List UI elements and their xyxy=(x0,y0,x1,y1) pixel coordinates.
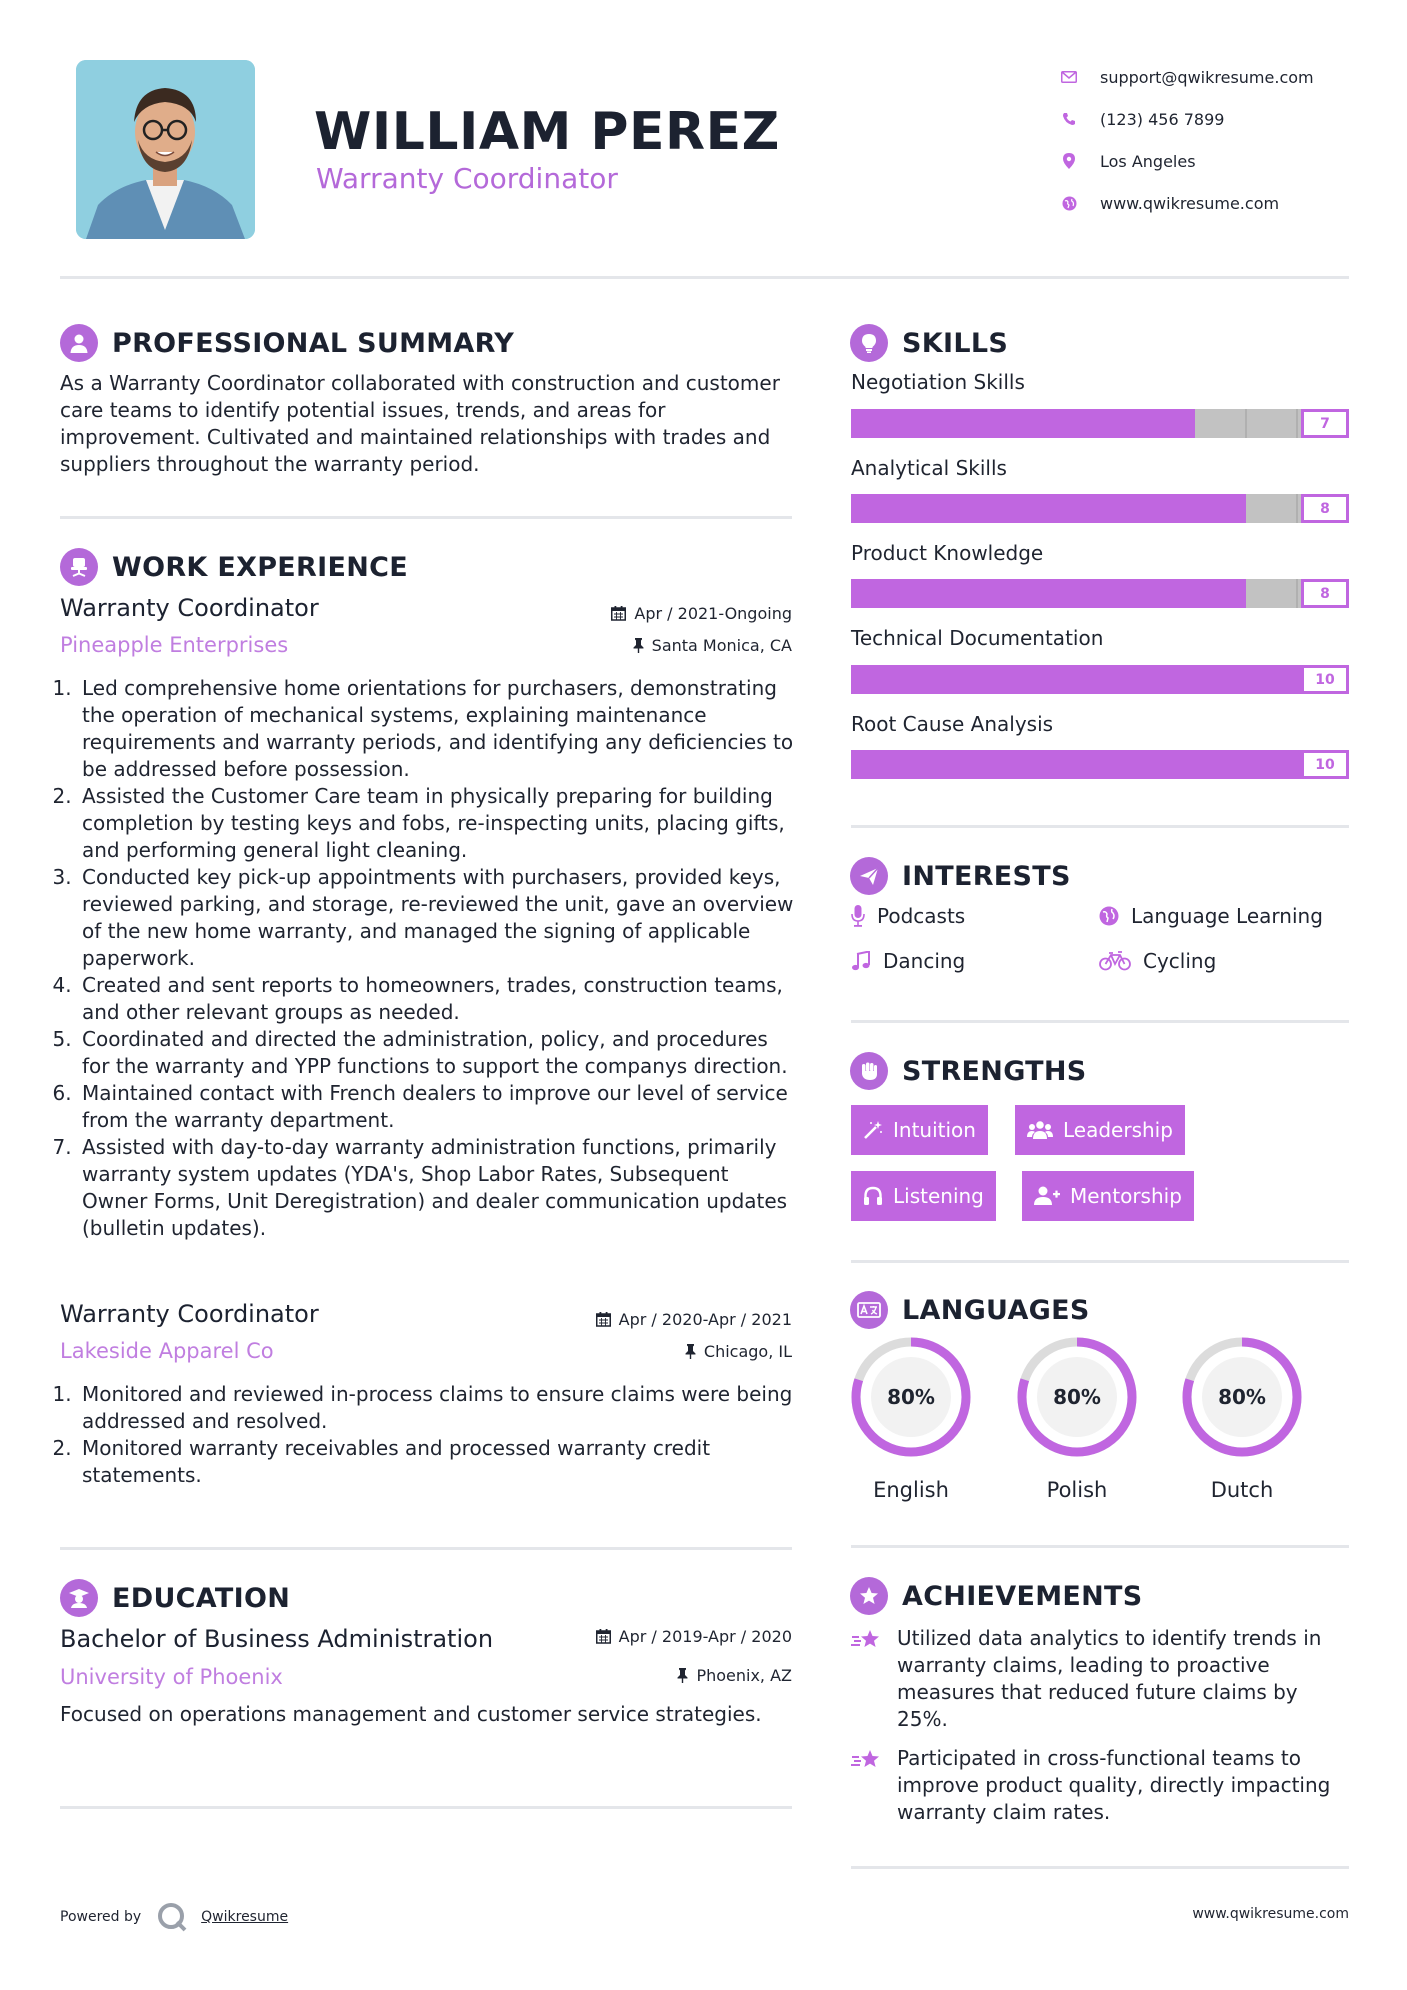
skill-bar-segment xyxy=(1097,409,1146,438)
interest-dancing xyxy=(851,949,965,973)
job-2-title: Warranty Coordinator xyxy=(60,1300,319,1328)
education-location xyxy=(480,1666,792,1685)
language-ring xyxy=(850,1336,972,1458)
education-date-text: Apr / 2019-Apr / 2020 xyxy=(618,1627,792,1646)
skill-bar-segment xyxy=(1049,579,1098,608)
skill-bar-segment xyxy=(1050,665,1100,694)
language-english xyxy=(849,1336,973,1502)
job-1-location-text: Santa Monica, CA xyxy=(651,636,792,655)
strength-label: Intuition xyxy=(893,1118,976,1142)
language-ring xyxy=(1016,1336,1138,1458)
fist-icon xyxy=(850,1052,888,1090)
interest-cycling xyxy=(1099,949,1216,973)
duty-item: 5. Coordinated and directed the administration, policy, and procedures for the warranty and YPP functions to support the companys direction. xyxy=(78,1026,800,1080)
contact-list xyxy=(1050,56,1380,224)
website-text: www.qwikresume.com xyxy=(1100,193,1280,213)
contact-phone[interactable] xyxy=(1050,98,1380,140)
language-icon xyxy=(850,1291,888,1329)
strength-label: Listening xyxy=(893,1184,984,1208)
interest-label: Cycling xyxy=(1143,949,1217,973)
language-polish xyxy=(1015,1336,1139,1502)
paper-plane-icon xyxy=(850,857,888,895)
phone-text: (123) 456 7899 xyxy=(1100,109,1225,129)
skill-bar-segment xyxy=(1197,494,1246,523)
graduate-icon xyxy=(60,1579,98,1617)
skill-bar-segment xyxy=(1100,750,1150,779)
skill-bar-segment xyxy=(999,494,1048,523)
skill-bar-segment xyxy=(1146,409,1195,438)
skill-bar-segment xyxy=(1050,750,1100,779)
duty-item: 1. Monitored and reviewed in-process claims to ensure claims were being addressed and resolved. xyxy=(78,1381,800,1435)
candidate-name: WILLIAM PEREZ xyxy=(314,102,780,162)
language-name: Dutch xyxy=(1210,1478,1274,1502)
skill-bar-segment xyxy=(900,494,949,523)
duty-item: 2. Monitored warranty receivables and processed warranty credit statements. xyxy=(78,1435,800,1489)
interest-label: Podcasts xyxy=(877,904,966,928)
candidate-title: Warranty Coordinator xyxy=(316,162,618,195)
skill-bar-segment xyxy=(900,409,949,438)
skill-bar-segment xyxy=(999,579,1048,608)
strength-label: Leadership xyxy=(1063,1118,1173,1142)
shooting-star-icon xyxy=(851,1627,883,1653)
education-title: EDUCATION xyxy=(112,1582,291,1614)
job-1-date-text: Apr / 2021-Ongoing xyxy=(634,604,792,623)
skill-bar-segment xyxy=(950,579,999,608)
calendar-icon xyxy=(596,1629,611,1644)
skill-bar-segment xyxy=(1000,665,1050,694)
duty-item: 2. Assisted the Customer Care team in physically preparing for building completion by testing keys and fobs, re-inspecting units, placing gifts, and performing general light cleaning. xyxy=(78,783,800,864)
skill-bar-segment xyxy=(851,665,901,694)
calendar-icon xyxy=(596,1312,611,1327)
language-percent: 80% xyxy=(1053,1385,1101,1409)
achievements-divider xyxy=(851,1866,1349,1869)
strengths-heading xyxy=(850,1052,1087,1090)
school-name: University of Phoenix xyxy=(60,1665,283,1689)
headphones-icon xyxy=(863,1186,883,1206)
job-1-duties xyxy=(60,675,800,1242)
interests-divider xyxy=(851,1020,1349,1023)
achievement-text: Utilized data analytics to identify trends in warranty claims, leading to proactive measures that reduced future claims by 25%. xyxy=(897,1626,1322,1731)
calendar-icon xyxy=(611,606,626,621)
summary-heading xyxy=(60,324,514,362)
skill-bar-segment xyxy=(1150,665,1200,694)
languages-divider xyxy=(851,1545,1349,1548)
location-text: Los Angeles xyxy=(1100,151,1196,171)
skill-bar-segment xyxy=(1049,494,1098,523)
skill-bar-segment xyxy=(999,409,1048,438)
skill-bar-segment xyxy=(851,494,900,523)
job-1-location xyxy=(480,636,792,655)
strength-mentorship xyxy=(1022,1171,1194,1221)
skill-bar-segment xyxy=(1197,579,1246,608)
interests-title: INTERESTS xyxy=(902,860,1071,892)
location-pin-icon xyxy=(1050,153,1088,169)
language-percent: 80% xyxy=(887,1385,935,1409)
interest-podcasts xyxy=(851,904,965,928)
mail-icon xyxy=(1050,71,1088,83)
language-name: Polish xyxy=(1046,1478,1108,1502)
skill-bar-segment xyxy=(1147,579,1196,608)
pushpin-icon xyxy=(633,638,644,653)
summary-text: As a Warranty Coordinator collaborated with construction and customer care teams to identify potential issues, trends, and areas for improvement. Cultivated and maintained relationships with trades and suppliers throughout the warranty period. xyxy=(60,371,780,476)
powered-by-text: Powered by xyxy=(60,1909,142,1925)
skill-5-score: 10 xyxy=(1301,750,1349,779)
education-location-text: Phoenix, AZ xyxy=(696,1666,792,1685)
user-icon xyxy=(60,324,98,362)
contact-email[interactable] xyxy=(1050,56,1380,98)
globe-icon xyxy=(1099,906,1119,926)
music-note-icon xyxy=(851,951,871,971)
achievement-text: Participated in cross-functional teams to improve product quality, directly impacting warranty claim rates. xyxy=(897,1746,1331,1824)
footer-powered-by xyxy=(60,1900,288,1934)
skill-bar-segment xyxy=(1200,750,1250,779)
pushpin-icon xyxy=(685,1344,696,1359)
profile-photo xyxy=(76,60,255,239)
skill-bar-segment xyxy=(1247,409,1298,438)
summary-divider xyxy=(60,516,792,519)
microphone-icon xyxy=(851,905,865,927)
lightbulb-icon xyxy=(850,324,888,362)
interest-language-learning xyxy=(1099,904,1323,928)
skill-bar-segment xyxy=(1246,494,1297,523)
interests-heading xyxy=(850,857,1071,895)
education-description: Focused on operations management and customer service strategies. xyxy=(60,1702,762,1726)
duty-item: 4. Created and sent reports to homeowners, trades, construction teams, and other relevant groups as needed. xyxy=(78,972,800,1026)
globe-icon xyxy=(1050,196,1088,211)
magic-wand-icon xyxy=(863,1120,883,1140)
group-icon xyxy=(1027,1120,1053,1140)
education-divider xyxy=(60,1806,792,1809)
footer-url[interactable]: www.qwikresume.com xyxy=(1192,1906,1349,1922)
office-chair-icon xyxy=(60,548,98,586)
skill-bar-segment xyxy=(951,750,1001,779)
duty-item: 7. Assisted with day-to-day warranty administration functions, primarily warranty system updates (YDA's, Shop Labor Rates, Subsequent Owner Forms, Unit Deregistration) and dealer communication updates (bulletin updates). xyxy=(78,1134,800,1242)
achievement-item xyxy=(851,1745,1349,1826)
interest-label: Language Learning xyxy=(1131,904,1323,928)
skill-bar-segment xyxy=(949,409,998,438)
skill-2-score: 8 xyxy=(1301,494,1349,523)
duty-item: 1. Led comprehensive home orientations for purchasers, demonstrating the operation of mechanical systems, explaining maintenance requirements and warranty periods, and identifying any deficiencies to be addressed before possession. xyxy=(78,675,800,783)
achievements-heading xyxy=(850,1577,1143,1615)
job-2-company: Lakeside Apparel Co xyxy=(60,1339,274,1363)
languages-title: LANGUAGES xyxy=(902,1294,1090,1326)
job-2-location xyxy=(480,1342,792,1361)
language-percent: 80% xyxy=(1218,1385,1266,1409)
qwikresume-logo-icon xyxy=(155,1900,189,1934)
skill-5-bar xyxy=(851,750,1349,779)
education-date xyxy=(480,1627,792,1646)
phone-icon xyxy=(1050,112,1088,126)
job-2-date xyxy=(480,1310,792,1329)
skill-bar-segment xyxy=(1249,665,1299,694)
contact-location xyxy=(1050,140,1380,182)
strength-leadership xyxy=(1015,1105,1185,1155)
skill-3-label: Product Knowledge xyxy=(851,541,1044,565)
experience-title: WORK EXPERIENCE xyxy=(112,551,408,583)
skill-2-bar xyxy=(851,494,1349,523)
skill-bar-segment xyxy=(1200,665,1250,694)
pushpin-icon xyxy=(677,1668,688,1683)
strengths-title: STRENGTHS xyxy=(902,1055,1087,1087)
language-name: English xyxy=(873,1478,949,1502)
skill-bar-segment xyxy=(1147,494,1196,523)
skill-bar-segment xyxy=(851,579,900,608)
job-1-title: Warranty Coordinator xyxy=(60,594,319,622)
skill-1-bar xyxy=(851,409,1349,438)
skill-1-label: Negotiation Skills xyxy=(851,370,1025,394)
experience-heading xyxy=(60,548,408,586)
language-dutch xyxy=(1180,1336,1304,1502)
duty-item: 3. Conducted key pick-up appointments with purchasers, provided keys, reviewed parking, and storage, re-reviewed the unit, gave an overview of the new home warranty, and managed the signing of applicable paperwork. xyxy=(78,864,800,972)
achievement-item xyxy=(851,1625,1349,1733)
job-1-date xyxy=(480,604,792,623)
summary-title: PROFESSIONAL SUMMARY xyxy=(112,327,515,359)
language-ring xyxy=(1181,1336,1303,1458)
skill-bar-segment xyxy=(950,494,999,523)
skill-bar-segment xyxy=(1048,409,1097,438)
skill-4-score: 10 xyxy=(1301,665,1349,694)
skills-heading xyxy=(850,324,1008,362)
skill-1-score: 7 xyxy=(1301,409,1349,438)
skill-bar-segment xyxy=(1100,665,1150,694)
skill-bar-segment xyxy=(851,750,901,779)
skill-5-label: Root Cause Analysis xyxy=(851,712,1054,736)
strength-label: Mentorship xyxy=(1070,1184,1182,1208)
strength-intuition xyxy=(851,1105,988,1155)
skill-bar-segment xyxy=(901,665,951,694)
skill-bar-segment xyxy=(1098,494,1147,523)
user-plus-icon xyxy=(1034,1186,1060,1206)
job-2-duties xyxy=(60,1381,800,1489)
skill-bar-segment xyxy=(951,665,1001,694)
skill-bar-segment xyxy=(1150,750,1200,779)
skill-bar-segment xyxy=(1098,579,1147,608)
skill-bar-segment xyxy=(1195,409,1246,438)
experience-divider xyxy=(60,1547,792,1550)
strength-listening xyxy=(851,1171,996,1221)
shooting-star-icon xyxy=(851,1747,883,1773)
skill-4-bar xyxy=(851,665,1349,694)
contact-website[interactable] xyxy=(1050,182,1380,224)
header-divider xyxy=(60,276,1349,279)
skill-3-score: 8 xyxy=(1301,579,1349,608)
skill-bar-segment xyxy=(1249,750,1299,779)
skills-divider xyxy=(851,825,1349,828)
skills-title: SKILLS xyxy=(902,327,1009,359)
skill-bar-segment xyxy=(851,409,900,438)
job-2-date-text: Apr / 2020-Apr / 2021 xyxy=(618,1310,792,1329)
skill-4-label: Technical Documentation xyxy=(851,626,1104,650)
star-badge-icon xyxy=(850,1577,888,1615)
bicycle-icon xyxy=(1099,951,1131,971)
brand-link[interactable]: Qwikresume xyxy=(201,1909,289,1925)
duty-item: 6. Maintained contact with French dealers to improve our level of service from the warranty department. xyxy=(78,1080,800,1134)
job-2-location-text: Chicago, IL xyxy=(703,1342,792,1361)
education-heading xyxy=(60,1579,290,1617)
interest-label: Dancing xyxy=(883,949,966,973)
skill-bar-segment xyxy=(1000,750,1050,779)
strengths-divider xyxy=(851,1260,1349,1263)
skill-bar-segment xyxy=(1246,579,1297,608)
email-text: support@qwikresume.com xyxy=(1100,67,1314,87)
achievements-title: ACHIEVEMENTS xyxy=(902,1580,1143,1612)
skill-bar-segment xyxy=(901,750,951,779)
languages-heading xyxy=(850,1291,1090,1329)
degree-title: Bachelor of Business Administration xyxy=(60,1625,494,1653)
job-1-company: Pineapple Enterprises xyxy=(60,633,289,657)
skill-bar-segment xyxy=(900,579,949,608)
skill-3-bar xyxy=(851,579,1349,608)
skill-2-label: Analytical Skills xyxy=(851,456,1007,480)
